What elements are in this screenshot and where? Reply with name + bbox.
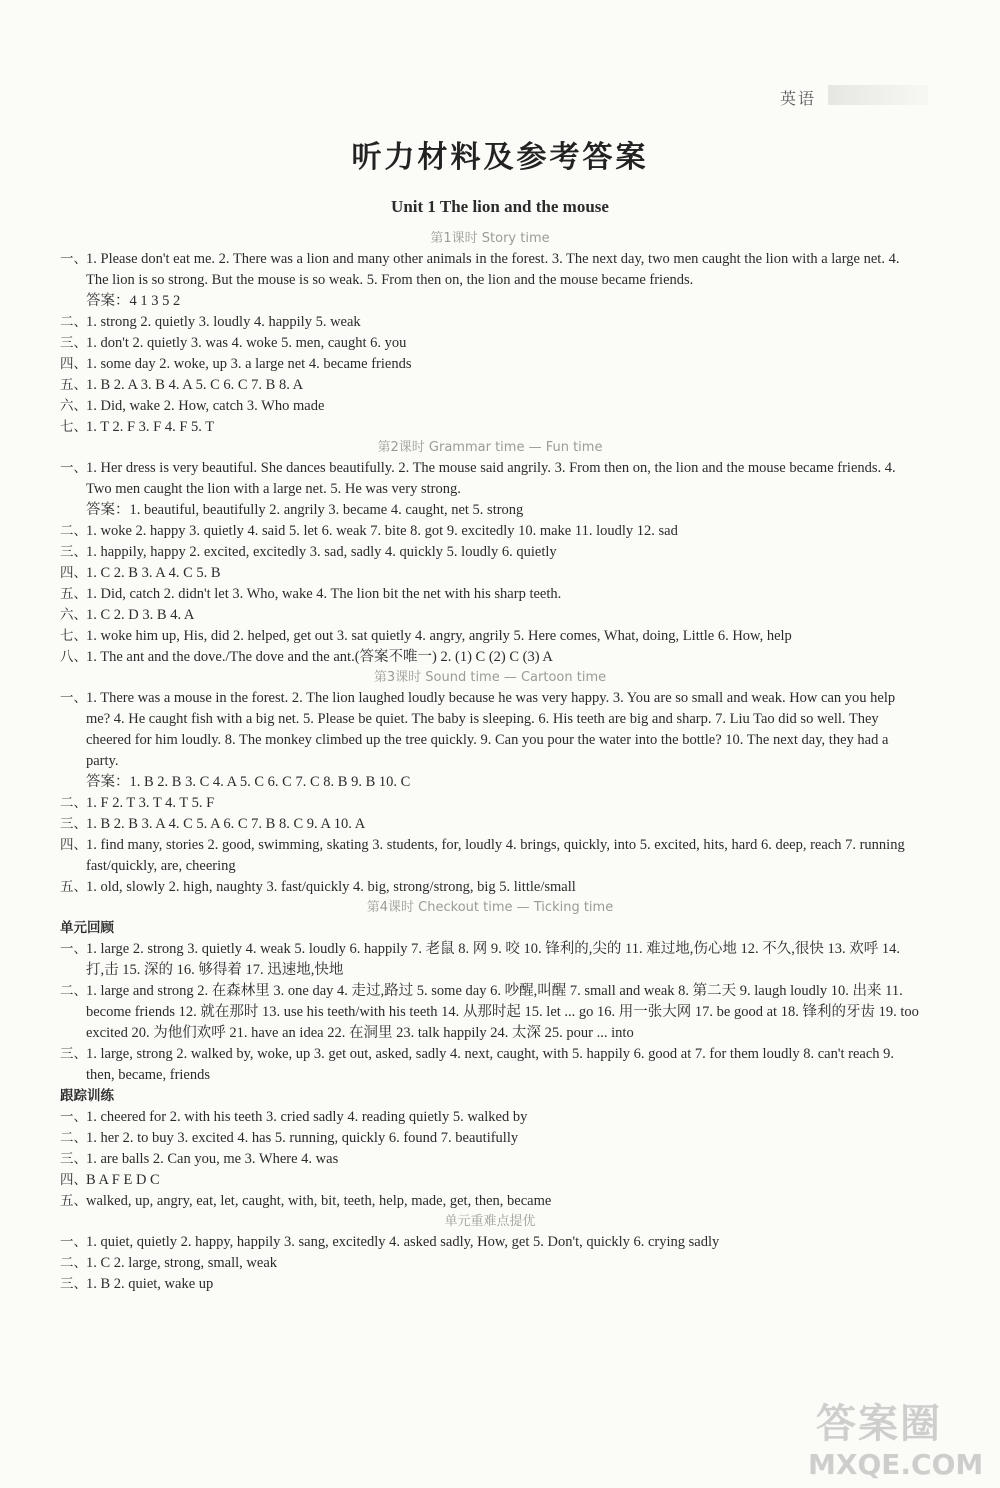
answer-text: 1. C 2. large, strong, small, weak <box>86 1255 278 1271</box>
question-number: 五、 <box>60 377 87 393</box>
answer-text: 1. T 2. F 3. F 4. F 5. T <box>86 419 215 435</box>
answer-text: 1. her 2. to buy 3. excited 4. has 5. running, quickly 6. found 7. beautifully <box>86 1130 519 1146</box>
page-title: 听力材料及参考答案 <box>351 140 649 175</box>
answer-text: 1. are balls 2. Can you, me 3. Where 4. was <box>86 1151 339 1167</box>
answer-line <box>60 835 920 877</box>
answer-line <box>60 417 920 438</box>
section-title: 第3课时 Sound time — Cartoon time <box>373 670 607 685</box>
question-number: 五、 <box>60 1193 87 1209</box>
section <box>60 1086 920 1212</box>
answer-text: 1. some day 2. woke, up 3. a large net 4. became friends <box>86 356 412 372</box>
watermark-logo <box>786 1378 986 1488</box>
section <box>60 438 920 668</box>
question-number: 二、 <box>60 795 87 811</box>
answer-text: 1. C 2. D 3. B 4. A <box>86 607 195 623</box>
answer-text: 1. Did, wake 2. How, catch 3. Who made <box>86 398 325 414</box>
section-title: 单元回顾 <box>60 920 114 936</box>
question-number: 三、 <box>60 1046 87 1062</box>
answer-text: 答案：1. beautiful, beautifully 2. angrily 3. became 4. caught, net 5. strong <box>86 502 524 518</box>
answer-text: 1. B 2. B 3. A 4. C 5. A 6. C 7. B 8. C 9. A 10. A <box>86 816 366 832</box>
answer-text: 1. large and strong 2. 在森林里 3. one day 4. 走过,路过 5. some day 6. 吵醒,叫醒 7. small and weak 8. 第二天 9. laugh loudly 10. 出来 11. become friends 12. 就在那时 13. use his teeth/with his teeth 14. 从那时起 15. let ... go 16. 用一张大网 17. be good at 18. 锋利的牙齿 19. too excited 20. 为他们欢呼 21. have an idea 22. 在洞里 23. talk happily 24. 太深 25. pour ... into <box>86 983 919 1041</box>
answer-line <box>60 1107 920 1128</box>
answer-line <box>60 1170 920 1191</box>
section-title: 第2课时 Grammar time — Fun time <box>377 440 603 455</box>
answer-text: 1. There was a mouse in the forest. 2. The lion laughed loudly because he was very happy. 3. You are so small and weak. How can you help me? 4. He caught fish with a big net. 5. Please be quiet. The baby is sleeping. 6. His teeth are big and sharp. 7. Liu Tao did so well. They cheered for him loudly. 8. The monkey climbed up the tree quickly. 9. Can you pour the water into the bottle? 10. The next day, they had a party. <box>86 690 896 769</box>
question-number: 一、 <box>60 690 87 706</box>
answer-line <box>60 814 920 835</box>
section <box>60 229 920 438</box>
corner-decoration <box>828 85 928 105</box>
answer-text: 1. Did, catch 2. didn't let 3. Who, wake 4. The lion bit the net with his sharp teeth. <box>86 586 562 602</box>
question-number: 八、 <box>60 649 87 665</box>
answer-text: 1. old, slowly 2. high, naughty 3. fast/quickly 4. big, strong/strong, big 5. little/small <box>86 879 576 895</box>
answer-line <box>60 521 920 542</box>
answer-line <box>60 563 920 584</box>
question-number: 四、 <box>60 1172 87 1188</box>
answer-line <box>60 793 920 814</box>
question-number: 三、 <box>60 1276 87 1292</box>
section-title: 单元重难点提优 <box>444 1214 536 1229</box>
answer-line <box>60 626 920 647</box>
question-number: 六、 <box>60 398 87 414</box>
question-number: 一、 <box>60 941 87 957</box>
answer-line <box>60 396 920 417</box>
section <box>60 898 920 918</box>
answer-text: 1. large 2. strong 3. quietly 4. weak 5. loudly 6. happily 7. 老鼠 8. 网 9. 咬 10. 锋利的,尖的 11. 难过地,伤心地 12. 不久,很快 13. 欢呼 14. 打,击 15. 深的 16. 够得着 17. 迅速地,快地 <box>86 941 900 978</box>
answer-text: 1. quiet, quietly 2. happy, happily 3. sang, excitedly 4. asked sadly, How, get 5. Don't, quickly 6. crying sadly <box>86 1234 720 1250</box>
question-number: 七、 <box>60 419 87 435</box>
answer-line <box>60 354 920 375</box>
answer-line <box>60 1191 920 1212</box>
question-number: 二、 <box>60 983 87 999</box>
section-title: 第1课时 Story time <box>430 231 550 246</box>
answer-text: 1. F 2. T 3. T 4. T 5. F <box>86 795 215 811</box>
question-number: 四、 <box>60 356 87 372</box>
answer-text: 1. woke 2. happy 3. quietly 4. said 5. let 6. weak 7. bite 8. got 9. excitedly 10. make 11. loudly 12. sad <box>86 523 678 539</box>
section-title: 跟踪训练 <box>60 1088 114 1104</box>
answer-text: 1. woke him up, His, did 2. helped, get out 3. sat quietly 4. angry, angrily 5. Here comes, What, doing, Little 6. How, help <box>86 628 792 644</box>
question-number: 三、 <box>60 335 87 351</box>
question-number: 一、 <box>60 1109 87 1125</box>
answer-line <box>60 291 920 312</box>
answer-text: 1. C 2. B 3. A 4. C 5. B <box>86 565 221 581</box>
question-number: 三、 <box>60 544 87 560</box>
answer-line <box>60 375 920 396</box>
answer-text: 1. Her dress is very beautiful. She dances beautifully. 2. The mouse said angrily. 3. From then on, the lion and the mouse became friends. 4. Two men caught the lion with a large net. 5. He was very strong. <box>86 460 896 497</box>
answer-line <box>60 1253 920 1274</box>
section-title: 第4课时 Checkout time — Ticking time <box>366 900 614 915</box>
unit-title: Unit 1 The lion and the mouse <box>391 197 609 216</box>
question-number: 一、 <box>60 460 87 476</box>
answer-line <box>60 1149 920 1170</box>
question-number: 二、 <box>60 523 87 539</box>
answer-line <box>60 605 920 626</box>
answer-text: 1. cheered for 2. with his teeth 3. cried sadly 4. reading quietly 5. walked by <box>86 1109 528 1125</box>
watermark-url: MXQE.COM <box>808 1448 984 1481</box>
answer-text: 1. find many, stories 2. good, swimming, skating 3. students, for, loudly 4. brings, quickly, into 5. excited, hits, hard 6. deep, reach 7. running fast/quickly, are, cheering <box>86 837 905 874</box>
answer-text: 答案：1. B 2. B 3. C 4. A 5. C 6. C 7. C 8. B 9. B 10. C <box>86 774 411 790</box>
answer-line <box>60 1044 920 1086</box>
answer-text: 1. strong 2. quietly 3. loudly 4. happily 5. weak <box>86 314 361 330</box>
answer-line <box>60 1274 920 1295</box>
answer-line <box>60 458 920 500</box>
question-number: 四、 <box>60 837 87 853</box>
answer-text: 1. happily, happy 2. excited, excitedly 3. sad, sadly 4. quickly 5. loudly 6. quietly <box>86 544 557 560</box>
section <box>60 918 920 1086</box>
section <box>60 668 920 898</box>
question-number: 二、 <box>60 1255 87 1271</box>
question-number: 三、 <box>60 816 87 832</box>
answer-line <box>60 1128 920 1149</box>
answer-line <box>60 688 920 772</box>
answer-content <box>60 229 920 1295</box>
question-number: 一、 <box>60 251 87 267</box>
answer-line <box>60 1232 920 1253</box>
answer-line <box>60 249 920 291</box>
subject-label: 英语 <box>780 89 817 108</box>
question-number <box>60 291 86 312</box>
answer-line <box>60 584 920 605</box>
question-number: 四、 <box>60 565 87 581</box>
question-number: 五、 <box>60 586 87 602</box>
question-number: 三、 <box>60 1151 87 1167</box>
answer-line <box>60 312 920 333</box>
answer-text: walked, up, angry, eat, let, caught, with, bit, teeth, help, made, get, then, became <box>86 1193 552 1209</box>
answer-text: 1. large, strong 2. walked by, woke, up 3. get out, asked, sadly 4. next, caught, with 5. happily 6. good at 7. for them loudly 8. can't reach 9. then, became, friends <box>86 1046 894 1083</box>
answer-line <box>60 981 920 1044</box>
answer-text: B A F E D C <box>86 1172 160 1188</box>
answer-line <box>60 333 920 354</box>
answer-text: 1. B 2. quiet, wake up <box>86 1276 214 1292</box>
answer-line <box>60 542 920 563</box>
question-number: 六、 <box>60 607 87 623</box>
answer-line <box>60 772 920 793</box>
question-number: 五、 <box>60 879 87 895</box>
question-number: 七、 <box>60 628 87 644</box>
question-number: 二、 <box>60 1130 87 1146</box>
question-number <box>60 772 86 793</box>
question-number: 二、 <box>60 314 87 330</box>
answer-text: 答案：4 1 3 5 2 <box>86 293 181 309</box>
answer-text: 1. Please don't eat me. 2. There was a lion and many other animals in the forest. 3. The next day, two men caught the lion with a large net. 4. The lion is so strong. But the mouse is so weak. 5. From then on, the lion and the mouse became friends. <box>86 251 900 288</box>
answer-line <box>60 939 920 981</box>
question-number <box>60 500 86 521</box>
watermark-text: 答案圈 <box>816 1401 942 1447</box>
answer-line <box>60 647 920 668</box>
section <box>60 1212 920 1295</box>
answer-line <box>60 500 920 521</box>
question-number: 一、 <box>60 1234 87 1250</box>
answer-text: 1. The ant and the dove./The dove and the ant.(答案不唯一) 2. (1) C (2) C (3) A <box>86 649 553 665</box>
answer-text: 1. don't 2. quietly 3. was 4. woke 5. men, caught 6. you <box>86 335 407 351</box>
answer-text: 1. B 2. A 3. B 4. A 5. C 6. C 7. B 8. A <box>86 377 304 393</box>
answer-line <box>60 877 920 898</box>
